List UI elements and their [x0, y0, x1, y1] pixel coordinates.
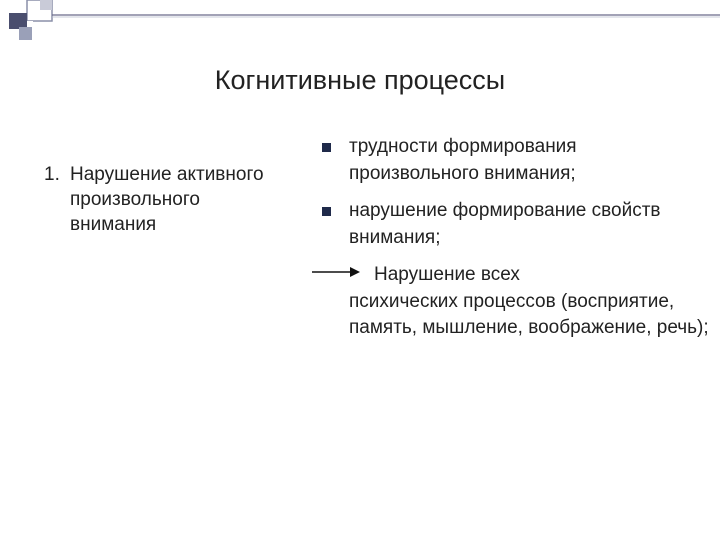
right-arrow-icon: [312, 265, 362, 279]
arrow-item: [349, 262, 709, 342]
item-text: Нарушение активного произвольного внимания: [70, 164, 264, 235]
slide-title: Когнитивные процессы: [214, 65, 506, 95]
item-number: 1.: [44, 164, 60, 185]
decorative-header-squares: [0, 0, 720, 60]
bullet-text-1: трудности формирования произвольного внимания;: [349, 136, 577, 184]
square-bullet-icon: [322, 207, 331, 216]
arrow-item-rest: психических процессов (восприятие, память, мышление, воображение, речь);: [349, 290, 709, 338]
bullet-text-2: нарушение формирование свойств внимания;: [349, 200, 661, 248]
square-bullet-icon: [322, 143, 331, 152]
arrow-item-first-line: Нарушение всех: [374, 264, 520, 285]
